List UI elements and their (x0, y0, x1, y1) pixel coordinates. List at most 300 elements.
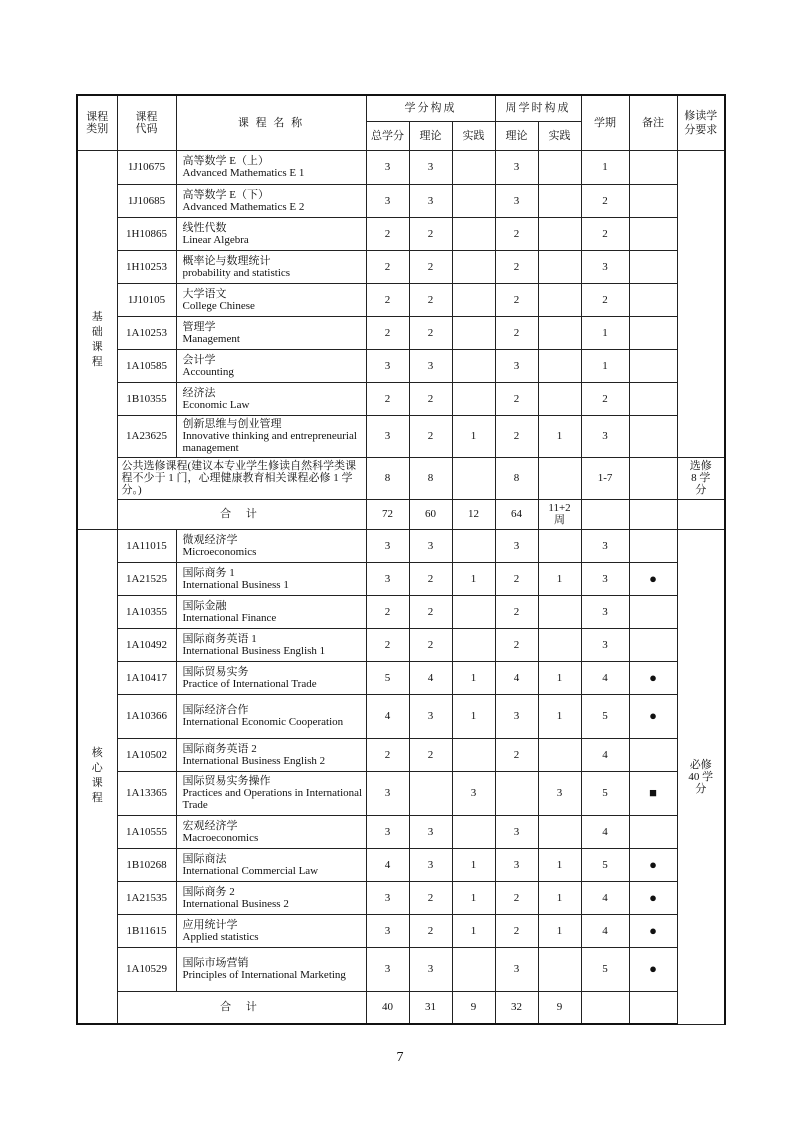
hours-practice (538, 217, 581, 250)
semester: 2 (581, 382, 629, 415)
practice-credit (452, 815, 495, 848)
course-name (176, 529, 366, 562)
total-credit: 3 (366, 562, 409, 595)
remark: ● (629, 694, 677, 738)
total-credit: 3 (366, 914, 409, 947)
total-credit: 2 (366, 595, 409, 628)
remark: ● (629, 914, 677, 947)
semester: 5 (581, 694, 629, 738)
semester: 3 (581, 250, 629, 283)
header-hours-theory: 理论 (495, 121, 538, 150)
course-row (77, 595, 725, 628)
course-code: 1B10355 (117, 382, 176, 415)
hours-theory: 2 (495, 382, 538, 415)
hours-theory: 2 (495, 881, 538, 914)
course-name-cn: 国际商务英语 1 (182, 632, 257, 645)
elective-requirement-label: 选修 8 学分 (689, 460, 712, 496)
remark (629, 382, 677, 415)
total-total-credit: 40 (366, 991, 409, 1024)
course-name-en: Advanced Mathematics E 2 (182, 200, 305, 213)
course-name-cn: 国际商法 (182, 852, 227, 865)
elective-row (77, 457, 725, 499)
course-code: 1J10105 (117, 283, 176, 316)
course-row (77, 815, 725, 848)
course-name (176, 316, 366, 349)
hours-practice (538, 628, 581, 661)
course-name-en: International Commercial Law (182, 864, 319, 877)
course-name (176, 628, 366, 661)
course-name-cn: 国际贸易实务 (182, 665, 249, 678)
hours-practice: 1 (538, 562, 581, 595)
total-credit: 5 (366, 661, 409, 694)
remark: ● (629, 947, 677, 991)
course-name-en: International Business 2 (182, 897, 289, 910)
course-code: 1B11615 (117, 914, 176, 947)
course-name (176, 694, 366, 738)
total-hours-theory: 64 (495, 499, 538, 529)
course-name-en: Principles of International Marketing (182, 969, 346, 981)
course-code: 1A23625 (117, 415, 176, 457)
course-name-cn: 国际商务 2 (182, 885, 235, 898)
course-name (176, 250, 366, 283)
course-name (176, 914, 366, 947)
hours-theory: 2 (495, 628, 538, 661)
theory-credit: 3 (409, 947, 452, 991)
total-required (677, 499, 725, 529)
course-name (176, 815, 366, 848)
remark (629, 283, 677, 316)
hours-practice (538, 184, 581, 217)
hours-practice (538, 150, 581, 184)
header-credit-group: 学分构成 (366, 95, 495, 121)
practice-credit: 1 (452, 661, 495, 694)
remark (629, 815, 677, 848)
header-row-1 (77, 95, 725, 121)
hours-practice (538, 947, 581, 991)
practice-credit: 1 (452, 562, 495, 595)
total-hours-practice (538, 499, 581, 529)
remark: ● (629, 661, 677, 694)
remark (629, 349, 677, 382)
total-row (77, 991, 725, 1024)
theory-credit: 2 (409, 595, 452, 628)
course-row (77, 316, 725, 349)
elective-total-credit: 8 (366, 457, 409, 499)
total-credit: 4 (366, 694, 409, 738)
practice-credit: 1 (452, 881, 495, 914)
category-cell (77, 150, 117, 529)
total-theory-credit: 31 (409, 991, 452, 1024)
practice-credit: 1 (452, 694, 495, 738)
course-name-en: Economic Law (182, 398, 250, 411)
elective-semester: 1-7 (581, 457, 629, 499)
course-name-en: Management (182, 332, 240, 345)
theory-credit: 2 (409, 382, 452, 415)
course-name-en: International Business English 1 (182, 644, 326, 657)
hours-theory: 2 (495, 562, 538, 595)
course-name (176, 349, 366, 382)
total-credit: 3 (366, 529, 409, 562)
practice-credit: 1 (452, 848, 495, 881)
total-semester (581, 499, 629, 529)
course-code: 1A21535 (117, 881, 176, 914)
remark (629, 316, 677, 349)
course-name-cn: 国际市场营销 (182, 957, 249, 969)
header-practice: 实践 (452, 121, 495, 150)
course-name (176, 738, 366, 771)
course-name-en: Practices and Operations in International Trade (182, 787, 363, 811)
course-name-en: International Business 1 (182, 578, 289, 591)
course-name-en: Advanced Mathematics E 1 (182, 167, 305, 179)
hours-practice: 1 (538, 694, 581, 738)
course-code: 1A10417 (117, 661, 176, 694)
course-name (176, 415, 366, 457)
category-label: 核心课程 (91, 747, 103, 805)
course-code: 1J10675 (117, 150, 176, 184)
required-credits-cell (677, 529, 725, 1024)
remark: ● (629, 881, 677, 914)
semester: 4 (581, 881, 629, 914)
category-label: 基础课程 (91, 310, 103, 368)
theory-credit: 2 (409, 914, 452, 947)
page-number: 7 (396, 1050, 404, 1065)
course-name-en: College Chinese (182, 299, 255, 312)
header-hours-practice: 实践 (538, 121, 581, 150)
hours-practice: 1 (538, 914, 581, 947)
theory-credit: 3 (409, 815, 452, 848)
header-category: 课程类别 (77, 95, 117, 150)
semester: 4 (581, 738, 629, 771)
practice-credit (452, 947, 495, 991)
theory-credit: 3 (409, 349, 452, 382)
semester: 4 (581, 815, 629, 848)
remark (629, 595, 677, 628)
header-required-credits: 修读学分要求 (677, 95, 725, 150)
semester: 3 (581, 415, 629, 457)
course-name-cn: 国际商务 1 (182, 566, 235, 579)
elective-theory-credit: 8 (409, 457, 452, 499)
course-code: 1J10685 (117, 184, 176, 217)
practice-credit (452, 250, 495, 283)
total-credit: 2 (366, 250, 409, 283)
course-code: 1A13365 (117, 771, 176, 815)
practice-credit (452, 150, 495, 184)
practice-credit (452, 283, 495, 316)
category-cell (77, 529, 117, 1024)
hours-theory: 3 (495, 815, 538, 848)
semester: 1 (581, 316, 629, 349)
hours-practice (538, 529, 581, 562)
course-code: 1A10355 (117, 595, 176, 628)
hours-practice: 1 (538, 881, 581, 914)
practice-credit: 3 (452, 771, 495, 815)
course-name (176, 217, 366, 250)
hours-theory: 3 (495, 848, 538, 881)
course-row (77, 382, 725, 415)
course-name-en: Practice of International Trade (182, 677, 317, 690)
total-credit: 3 (366, 815, 409, 848)
practice-credit (452, 628, 495, 661)
course-name-en: Accounting (182, 365, 234, 378)
course-code: 1A10585 (117, 349, 176, 382)
course-code: 1B10268 (117, 848, 176, 881)
practice-credit (452, 184, 495, 217)
course-row (77, 562, 725, 595)
course-name-en: International Finance (182, 611, 277, 624)
remark (629, 628, 677, 661)
course-name-cn: 经济法 (182, 386, 216, 399)
total-theory-credit: 60 (409, 499, 452, 529)
theory-credit: 3 (409, 694, 452, 738)
course-name-en: International Business English 2 (182, 754, 326, 767)
course-name (176, 881, 366, 914)
course-code: 1A10529 (117, 947, 176, 991)
course-row (77, 628, 725, 661)
course-name (176, 848, 366, 881)
semester: 3 (581, 628, 629, 661)
hours-practice (538, 349, 581, 382)
practice-credit (452, 738, 495, 771)
hours-theory: 2 (495, 250, 538, 283)
hours-theory: 2 (495, 914, 538, 947)
hours-practice: 3 (538, 771, 581, 815)
total-credit: 2 (366, 283, 409, 316)
practice-credit (452, 217, 495, 250)
course-name-cn: 宏观经济学 (182, 819, 238, 832)
remark (629, 250, 677, 283)
theory-credit: 3 (409, 848, 452, 881)
hours-theory: 3 (495, 947, 538, 991)
hours-theory: 3 (495, 349, 538, 382)
hours-theory: 3 (495, 529, 538, 562)
header-total-credit: 总学分 (366, 121, 409, 150)
practice-credit (452, 349, 495, 382)
practice-credit (452, 316, 495, 349)
course-name-cn: 微观经济学 (182, 533, 238, 546)
hours-theory: 3 (495, 150, 538, 184)
hours-practice: 1 (538, 415, 581, 457)
header-remarks: 备注 (629, 95, 677, 150)
course-name-en: International Economic Cooperation (182, 716, 344, 728)
course-name-en: Applied statistics (182, 930, 259, 943)
hours-theory: 2 (495, 316, 538, 349)
semester: 4 (581, 914, 629, 947)
course-code: 1A10366 (117, 694, 176, 738)
hours-theory: 3 (495, 184, 538, 217)
course-code: 1A10555 (117, 815, 176, 848)
theory-credit: 4 (409, 661, 452, 694)
theory-credit: 3 (409, 184, 452, 217)
total-label: 合 计 (117, 499, 366, 529)
course-name-cn: 创新思维与创业管理 (182, 418, 282, 430)
hours-practice (538, 738, 581, 771)
theory-credit: 2 (409, 562, 452, 595)
total-hours-practice (538, 991, 581, 1024)
elective-practice-credit (452, 457, 495, 499)
course-row (77, 914, 725, 947)
remark: ● (629, 848, 677, 881)
course-table (76, 94, 726, 1025)
course-code: 1H10865 (117, 217, 176, 250)
course-row (77, 881, 725, 914)
course-row (77, 848, 725, 881)
course-name-cn: 概率论与数理统计 (182, 254, 271, 267)
remark (629, 529, 677, 562)
required-credits-cell (677, 150, 725, 457)
theory-credit (409, 771, 452, 815)
hours-practice (538, 316, 581, 349)
theory-credit: 2 (409, 250, 452, 283)
remark (629, 415, 677, 457)
total-remark (629, 991, 677, 1024)
course-name (176, 382, 366, 415)
total-semester (581, 991, 629, 1024)
course-row (77, 349, 725, 382)
course-name (176, 562, 366, 595)
hours-theory: 3 (495, 694, 538, 738)
theory-credit: 3 (409, 150, 452, 184)
semester: 2 (581, 283, 629, 316)
total-hours-theory: 32 (495, 991, 538, 1024)
semester: 4 (581, 661, 629, 694)
remark (629, 184, 677, 217)
course-name-cn: 国际商务英语 2 (182, 742, 257, 755)
remark (629, 738, 677, 771)
total-credit: 4 (366, 848, 409, 881)
semester: 3 (581, 595, 629, 628)
course-name-cn: 国际贸易实务操作 (182, 775, 271, 787)
elective-description: 公共选修课程(建议本专业学生修读自然科学类课程不少于 1 门，心理健康教育相关课程必修 1 学分。) (117, 457, 366, 499)
total-total-credit: 72 (366, 499, 409, 529)
practice-credit: 1 (452, 914, 495, 947)
elective-requirement (677, 457, 725, 499)
remark: ● (629, 562, 677, 595)
course-name (176, 283, 366, 316)
course-code: 1A10492 (117, 628, 176, 661)
semester: 5 (581, 848, 629, 881)
total-label: 合 计 (117, 991, 366, 1024)
header-theory: 理论 (409, 121, 452, 150)
total-credit: 3 (366, 881, 409, 914)
course-row (77, 947, 725, 991)
theory-credit: 2 (409, 217, 452, 250)
hours-practice (538, 595, 581, 628)
course-name-cn: 大学语文 (182, 287, 227, 300)
course-name-cn: 国际金融 (182, 599, 227, 612)
course-code: 1A10502 (117, 738, 176, 771)
course-name (176, 150, 366, 184)
course-name (176, 184, 366, 217)
course-name-cn: 高等数学 E（上） (182, 155, 269, 167)
hours-theory: 2 (495, 217, 538, 250)
course-table-body (77, 150, 725, 1024)
course-name-en: Innovative thinking and entrepreneurial management (182, 430, 357, 454)
course-code: 1H10253 (117, 250, 176, 283)
elective-hours-practice (538, 457, 581, 499)
total-credit: 3 (366, 184, 409, 217)
theory-credit: 2 (409, 881, 452, 914)
total-credit: 3 (366, 150, 409, 184)
practice-credit (452, 529, 495, 562)
course-row (77, 217, 725, 250)
course-name (176, 771, 366, 815)
remark (629, 217, 677, 250)
elective-hours-theory: 8 (495, 457, 538, 499)
course-name-cn: 国际经济合作 (182, 704, 249, 716)
course-row (77, 771, 725, 815)
hours-practice: 1 (538, 848, 581, 881)
semester: 5 (581, 947, 629, 991)
hours-practice (538, 250, 581, 283)
total-credit: 2 (366, 628, 409, 661)
theory-credit: 2 (409, 628, 452, 661)
course-name (176, 595, 366, 628)
hours-practice (538, 283, 581, 316)
course-row (77, 184, 725, 217)
elective-remark (629, 457, 677, 499)
course-name-en: Microeconomics (182, 545, 257, 558)
semester: 1 (581, 150, 629, 184)
course-name-en: probability and statistics (182, 266, 291, 279)
theory-credit: 2 (409, 738, 452, 771)
total-practice-credit: 12 (452, 499, 495, 529)
course-name-cn: 管理学 (182, 320, 216, 333)
hours-theory: 2 (495, 738, 538, 771)
course-name-en: Linear Algebra (182, 233, 249, 246)
remark (629, 150, 677, 184)
total-credit: 2 (366, 382, 409, 415)
course-name-en: Macroeconomics (182, 831, 259, 844)
hours-theory: 2 (495, 415, 538, 457)
course-row (77, 661, 725, 694)
course-name-cn: 应用统计学 (182, 918, 238, 931)
total-credit: 3 (366, 947, 409, 991)
semester: 3 (581, 562, 629, 595)
hours-practice (538, 815, 581, 848)
header-semester: 学期 (581, 95, 629, 150)
total-row (77, 499, 725, 529)
course-row (77, 738, 725, 771)
hours-theory (495, 771, 538, 815)
total-hours-practice-value: 9 (556, 1001, 563, 1014)
practice-credit (452, 595, 495, 628)
total-credit: 3 (366, 415, 409, 457)
course-code: 1A10253 (117, 316, 176, 349)
total-credit: 2 (366, 217, 409, 250)
total-credit: 3 (366, 349, 409, 382)
course-name (176, 661, 366, 694)
total-credit: 2 (366, 738, 409, 771)
semester: 5 (581, 771, 629, 815)
course-row (77, 283, 725, 316)
header-code: 课程代码 (117, 95, 176, 150)
course-row (77, 415, 725, 457)
hours-theory: 4 (495, 661, 538, 694)
header-name: 课 程 名 称 (176, 95, 366, 150)
semester: 1 (581, 349, 629, 382)
remark: ■ (629, 771, 677, 815)
total-credit: 3 (366, 771, 409, 815)
course-name (176, 947, 366, 991)
hours-practice (538, 382, 581, 415)
hours-practice: 1 (538, 661, 581, 694)
course-name-cn: 会计学 (182, 353, 216, 366)
practice-credit: 1 (452, 415, 495, 457)
hours-theory: 2 (495, 283, 538, 316)
required-credits-label: 必修 40 学分 (688, 758, 714, 795)
total-practice-credit: 9 (452, 991, 495, 1024)
semester: 2 (581, 217, 629, 250)
